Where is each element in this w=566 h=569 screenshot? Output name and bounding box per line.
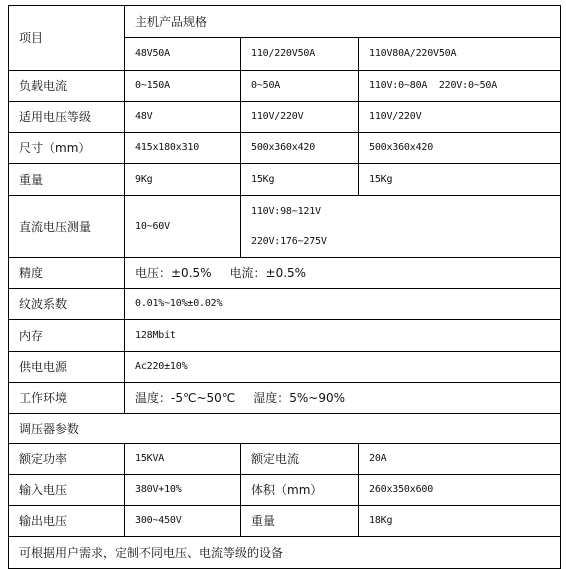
header-row [9,6,561,38]
cell-value: 0.01%~10%±0.02% [125,289,561,320]
spec-header: 主机产品规格 [125,6,561,38]
cell-value [125,258,561,289]
row-label: 尺寸（mm） [9,133,125,164]
regulator-row-3 [9,506,561,537]
model-110v80a: 110V80A/220V50A [359,38,561,71]
env-humidity: 湿度：5%~90% [253,391,346,405]
row-label: 体积（mm） [241,475,359,506]
section-title: 调压器参数 [9,414,561,444]
voltage-level-row [9,102,561,133]
load-current-row [9,71,561,102]
cell-value: 110V/220V [359,102,561,133]
cell-value: 9Kg [125,164,241,196]
ripple-row [9,289,561,320]
row-label: 输出电压 [9,506,125,537]
row-label: 供电电源 [9,352,125,383]
cell-value-stacked [241,196,561,258]
footer-row [9,537,561,569]
cell-value: 18Kg [359,506,561,537]
footer-note: 可根据用户需求，定制不同电压、电流等级的设备 [9,537,561,569]
cell-value: 10~60V [125,196,241,258]
cell-value: 48V [125,102,241,133]
cell-value: 15Kg [359,164,561,196]
accuracy-current: 电流：±0.5% [229,266,307,280]
cell-value: 110V/220V [241,102,359,133]
item-header: 项目 [9,6,125,71]
accuracy-voltage: 电压：±0.5% [135,266,212,280]
cell-value: Ac220±10% [125,352,561,383]
size-row [9,133,561,164]
memory-row [9,320,561,352]
cell-value: 0~150A [125,71,241,102]
row-label: 适用电压等级 [9,102,125,133]
row-label: 重量 [241,506,359,537]
weight-row [9,164,561,196]
cell-value: 300~450V [125,506,241,537]
environment-row [9,383,561,414]
accuracy-row [9,258,561,289]
cell-value: 15Kg [241,164,359,196]
cell-value: 20A [359,444,561,475]
row-label: 额定功率 [9,444,125,475]
cell-value: 500x360x420 [359,133,561,164]
cell-value: 500x360x420 [241,133,359,164]
power-supply-row [9,352,561,383]
cell-value [125,383,561,414]
cell-value: 380V+10% [125,475,241,506]
regulator-row-1 [9,444,561,475]
cell-value: 110V:0~80A 220V:0~50A [359,71,561,102]
row-label: 重量 [9,164,125,196]
dc-voltage-row [9,196,561,258]
model-48v: 48V50A [125,38,241,71]
row-label: 直流电压测量 [9,196,125,258]
cell-value: 260x350x600 [359,475,561,506]
env-temperature: 温度：-5℃~50℃ [135,391,236,405]
row-label: 输入电压 [9,475,125,506]
regulator-row-2 [9,475,561,506]
regulator-section-row [9,414,561,444]
cell-value: 15KVA [125,444,241,475]
cell-value: 415x180x310 [125,133,241,164]
cell-value: 128Mbit [125,320,561,352]
dc-110v-range: 110V:98~121V [251,205,321,217]
dc-220v-range: 220V:176~275V [251,235,327,247]
row-label: 内存 [9,320,125,352]
spec-table [8,5,561,569]
row-label: 负载电流 [9,71,125,102]
row-label: 纹波系数 [9,289,125,320]
model-110-220v: 110/220V50A [241,38,359,71]
cell-value: 0~50A [241,71,359,102]
row-label: 工作环境 [9,383,125,414]
row-label: 精度 [9,258,125,289]
row-label: 额定电流 [241,444,359,475]
